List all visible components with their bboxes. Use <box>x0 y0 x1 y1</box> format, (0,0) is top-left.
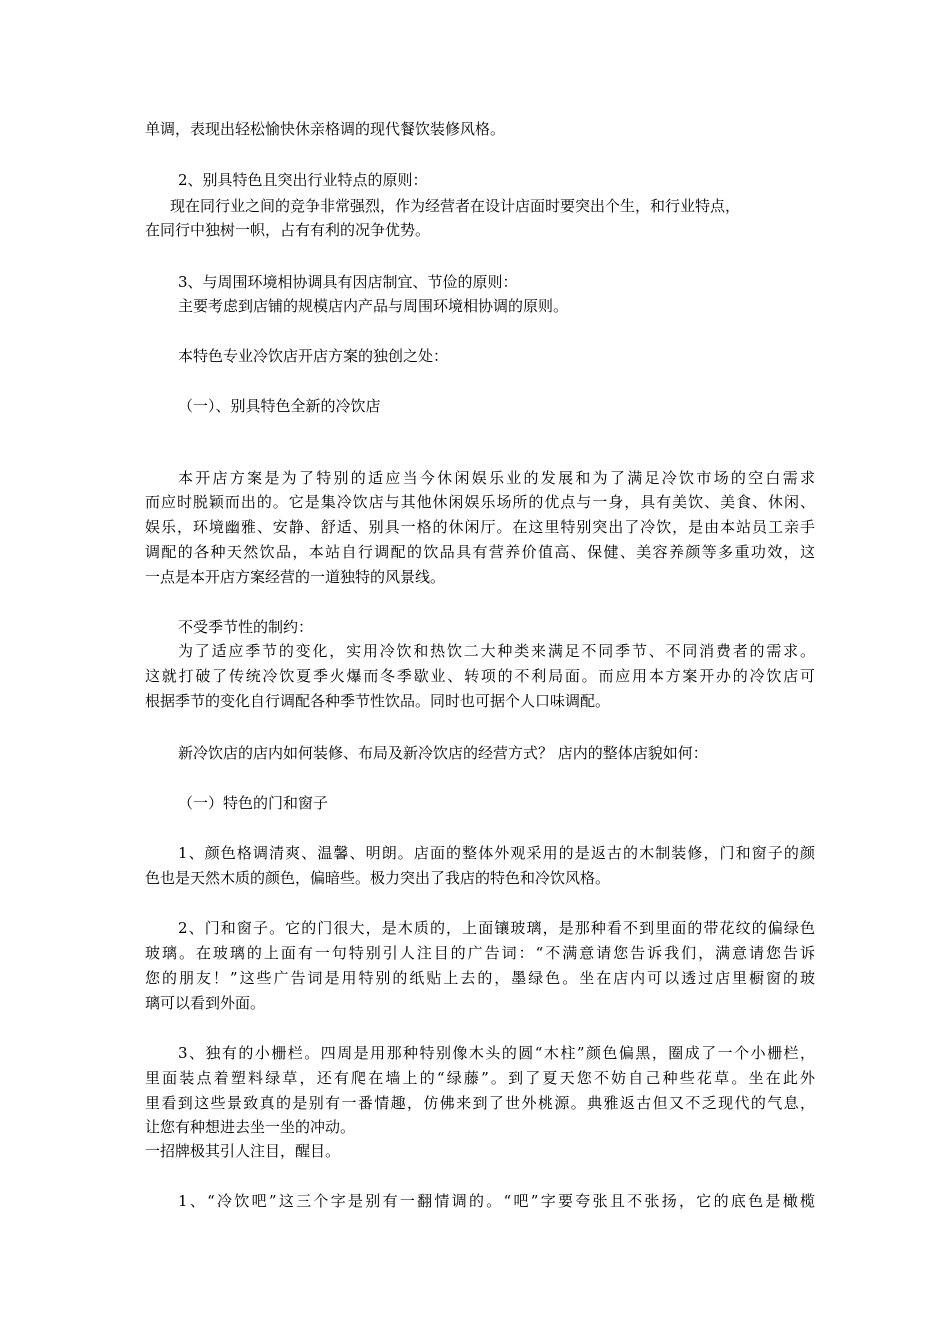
text-line: 调配的各种天然饮品，本站自行调配的饮品具有营养价值高、保健、美容养颜等多重功效，这 <box>145 543 815 561</box>
section-heading: 2、别具特色且突出行业特点的原则： <box>178 171 428 189</box>
text-line: 这就打破了传统冷饮夏季火爆而冬季歇业、转项的不利局面。而应用本方案开办的冷饮店可 <box>145 667 815 685</box>
text-line: 本开店方案是为了特别的适应当今休闲娱乐业的发展和为了满足冷饮市场的空白需求 <box>178 469 815 487</box>
text-line: 1、“冷饮吧”这三个字是别有一翻情调的。“吧”字要夸张且不张扬，它的底色是橄榄 <box>178 1192 815 1210</box>
text-line: 一点是本开店方案经营的一道独特的风景线。 <box>145 568 446 586</box>
text-line: 1、颜色格调清爽、温馨、明朗。店面的整体外观采用的是返古的木制装修，门和窗子的颜 <box>178 844 815 862</box>
text-line: 让您有种想进去坐一坐的冲动。 <box>145 1118 356 1136</box>
text-line: 一招牌极其引人注目，醒目。 <box>145 1142 341 1160</box>
section-heading: 不受季节性的制约： <box>178 618 314 636</box>
text-line: 根据季节的变化自行调配各种季节性饮品。同时也可据个人口味调配。 <box>145 692 611 710</box>
text-line: 在同行中独树一帜，占有有利的况争优势。 <box>145 221 431 239</box>
text-line: 3、独有的小栅栏。四周是用那种特别像木头的圆“木柱”颜色偏黑，圈成了一个小栅栏， <box>178 1044 815 1062</box>
text-line: 璃可以看到外面。 <box>145 994 266 1012</box>
text-line: 里面装点着塑料绿草，还有爬在墙上的“绿藤”。到了夏天您不妨自己种些花草。坐在此外 <box>145 1069 815 1087</box>
text-line: 单调，表现出轻松愉快休亲格调的现代餐饮装修风格。 <box>145 120 506 138</box>
text-line: 娱乐，环境幽雅、安静、舒适、别具一格的休闲厅。在这里特别突出了冷饮，是由本站员工亲手 <box>145 518 815 536</box>
text-line: 主要考虑到店铺的规模店内产品与周围环境相协调的原则。 <box>178 297 569 315</box>
section-heading: （一）特色的门和窗子 <box>178 794 329 812</box>
text-line: 2、门和窗子。它的门很大，是木质的，上面镶玻璃，是那种看不到里面的带花纹的偏绿色 <box>178 919 815 937</box>
text-line: 为了适应季节的变化，实用冷饮和热饮二大种类来满足不同季节、不同消费者的需求。 <box>178 642 815 660</box>
text-line: 您的朋友！”这些广告词是用特别的纸贴上去的，墨绿色。坐在店内可以透过店里橱窗的玻 <box>145 969 815 987</box>
section-heading: （一）、别具特色全新的冷饮店 <box>178 397 381 415</box>
text-line: 里看到这些景致真的是别有一番情趣，仿佛来到了世外桃源。典雅返古但又不乏现代的气息， <box>145 1094 815 1112</box>
text-line: 玻璃。在玻璃的上面有一句特别引人注目的广告词：“不满意请您告诉我们，满意请您告诉 <box>145 944 815 962</box>
text-line: 色也是天然木质的颜色，偏暗些。极力突出了我店的特色和冷饮风格。 <box>145 869 611 887</box>
section-heading: 新冷饮店的店内如何装修、布局及新冷饮店的经营方式？ 店内的整体店貌如何： <box>178 744 708 762</box>
section-heading: 本特色专业冷饮店开店方案的独创之处： <box>178 347 449 365</box>
text-line: 现在同行业之间的竞争非常强烈，作为经营者在设计店面时要突出个生，和行业特点， <box>170 197 741 215</box>
section-heading: 3、与周围环境相协调具有因店制宜、节俭的原则： <box>178 273 518 291</box>
text-line: 而应时脱颖而出的。它是集冷饮店与其他休闲娱乐场所的优点与一身，具有美饮、美食、休闲、 <box>145 493 815 511</box>
